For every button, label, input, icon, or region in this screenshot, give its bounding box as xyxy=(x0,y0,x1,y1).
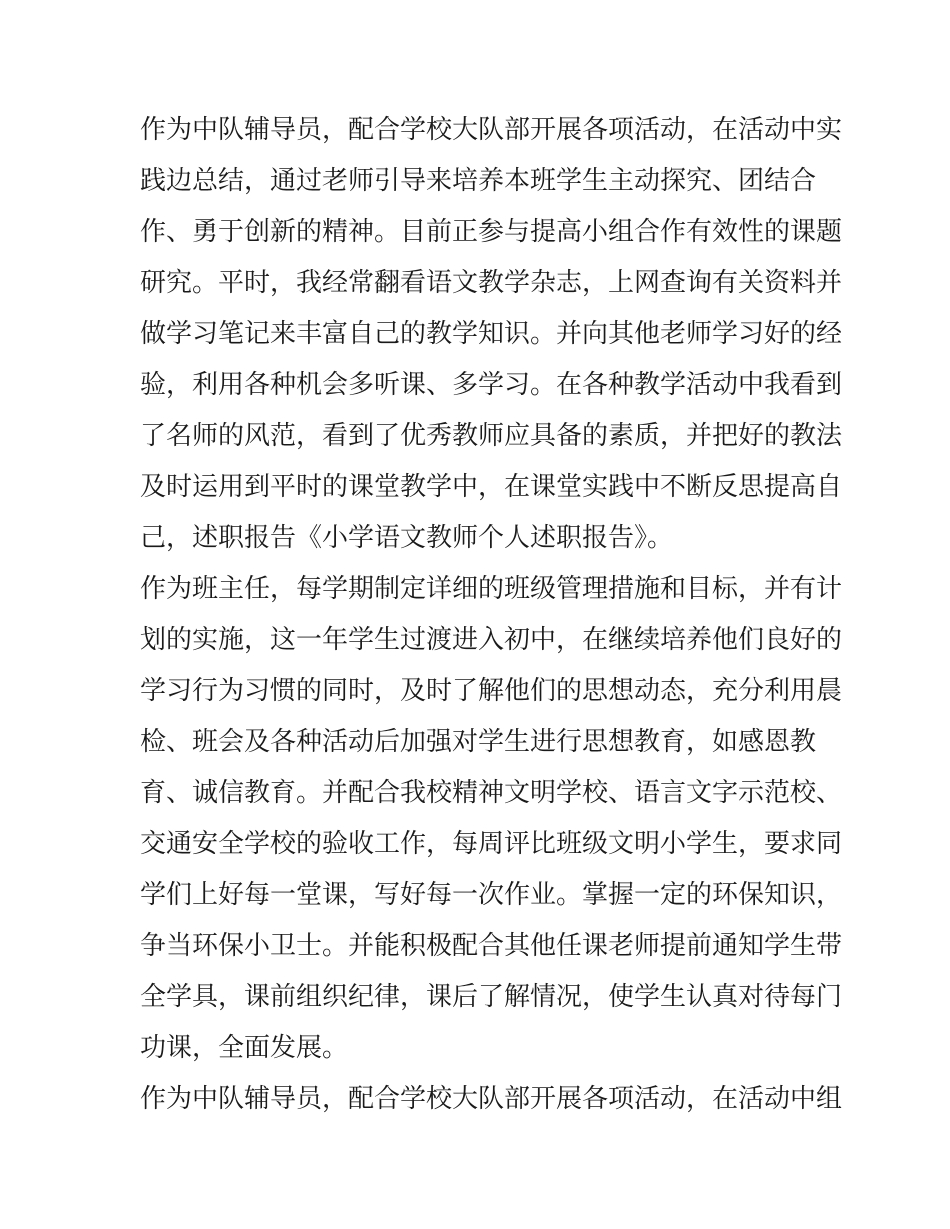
text-line: 争当环保小卫士。并能积极配合其他任课老师提前通知学生带 xyxy=(140,931,843,961)
text-line: 做学习笔记来丰富自己的教学知识。并向其他老师学习好的经 xyxy=(140,319,843,349)
text-line: 全学具，课前组织纪律，课后了解情况，使学生认真对待每门 xyxy=(140,982,843,1012)
text-line: 作为中队辅导员，配合学校大队部开展各项活动，在活动中组 xyxy=(140,1084,843,1114)
text-line: 作为中队辅导员，配合学校大队部开展各项活动，在活动中实 xyxy=(140,115,843,145)
text-line: 研究。平时，我经常翻看语文教学杂志，上网查询有关资料并 xyxy=(140,268,843,298)
text-line: 育、诚信教育。并配合我校精神文明学校、语言文字示范校、 xyxy=(140,778,843,808)
text-line: 验，利用各种机会多听课、多学习。在各种教学活动中我看到 xyxy=(140,370,843,400)
text-line: 作为班主任，每学期制定详细的班级管理措施和目标，并有计 xyxy=(140,574,843,604)
text-line: 及时运用到平时的课堂教学中，在课堂实践中不断反思提高自 xyxy=(140,472,843,502)
text-line: 学们上好每一堂课，写好每一次作业。掌握一定的环保知识， xyxy=(140,880,843,910)
text-line: 践边总结，通过老师引导来培养本班学生主动探究、团结合 xyxy=(140,166,817,196)
text-line: 划的实施，这一年学生过渡进入初中，在继续培养他们良好的 xyxy=(140,625,843,655)
text-line: 了名师的风范，看到了优秀教师应具备的素质，并把好的教法 xyxy=(140,421,843,451)
text-line: 交通安全学校的验收工作，每周评比班级文明小学生，要求同 xyxy=(140,829,843,859)
text-line: 功课，全面发展。 xyxy=(140,1033,349,1063)
text-line: 己，述职报告《小学语文教师个人述职报告》。 xyxy=(140,523,674,553)
text-line: 检、班会及各种活动后加强对学生进行思想教育，如感恩教 xyxy=(140,727,817,757)
text-line: 学习行为习惯的同时，及时了解他们的思想动态，充分利用晨 xyxy=(140,676,843,706)
text-line: 作、勇于创新的精神。目前正参与提高小组合作有效性的课题 xyxy=(140,217,843,247)
